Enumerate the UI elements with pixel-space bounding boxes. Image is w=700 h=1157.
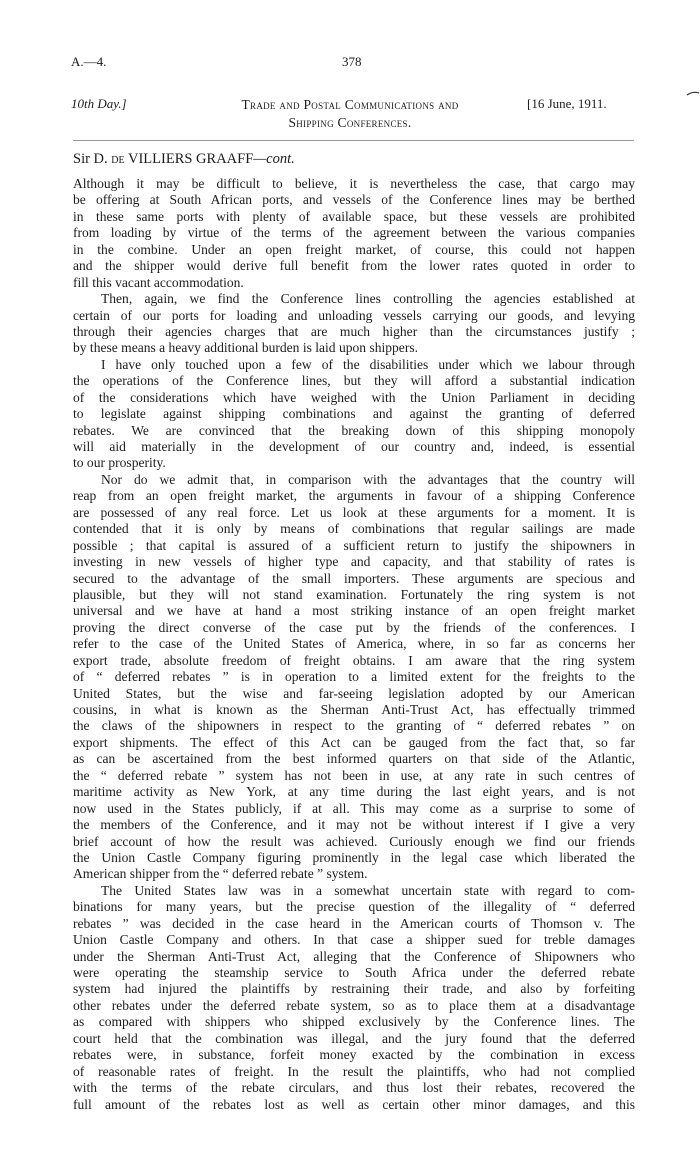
text-line: The United States law was in a somewhat uncertain state with regard to com-: [101, 882, 635, 898]
text-line: through their agencies charges that are much higher than the circumstances justify ;: [73, 323, 635, 339]
text-line: full amount of the rebates lost as well as certain other minor damages, and this: [73, 1096, 635, 1112]
text-line: rebates. We are convinced that the breaking down of this shipping monopoly: [73, 422, 635, 438]
text-line: reap from an open freight market, the arguments in favour of a shipping Conference: [73, 488, 635, 504]
text-line: export trade, absolute freedom of freight obtains. I am aware that the ring system: [73, 652, 635, 668]
text-line: Nor do we admit that, in comparison with the advantages that the country will: [101, 471, 635, 487]
text-line: system had injured the plaintiffs by restraining their trade, and also by forfeiting: [73, 981, 635, 997]
page-reference: A.—4.: [71, 54, 107, 69]
paragraph: [73, 472, 635, 883]
text-line: Although it may be difficult to believe, it is nevertheless the case, that cargo may: [73, 176, 635, 191]
text-line: maritime activity as New York, at any time during the last eight years, and is not: [73, 784, 635, 800]
paragraph: [73, 357, 635, 472]
text-line: and the shipper would derive full benefit from the lower rates quoted in order to: [73, 258, 635, 274]
text-line: universal and we have at hand a most striking instance of an open freight market: [73, 603, 635, 619]
text-line: in these same ports with plenty of available space, but these vessels are prohibited: [73, 208, 635, 224]
text-line: as can be ascertained from the best informed quarters on that side of the Atlantic,: [73, 751, 635, 767]
speaker-heading: [73, 151, 295, 168]
text-line: cousins, in what is known as the Sherman Anti-Trust Act, has effectually trimmed: [73, 702, 635, 717]
speaker-particle: de: [111, 151, 125, 167]
text-line: Then, again, we find the Conference lines controlling the agencies established at: [101, 291, 635, 307]
paragraph: [73, 291, 635, 357]
text-line: the Union Castle Company figuring prominently in the legal case which liberated the: [73, 849, 635, 865]
day-label: 10th Day.]: [71, 96, 127, 111]
text-line: I have only touched upon a few of the disabilities under which we labour through: [101, 356, 635, 372]
text-line: to our prosperity.: [73, 455, 166, 471]
text-line: proving the direct converse of the case put by the friends of the conferences. I: [73, 619, 635, 635]
speaker-suffix: —cont.: [253, 151, 295, 167]
text-line: of the considerations which have weighed with the Union Parliament in deciding: [73, 389, 635, 405]
text-line: from loading by virtue of the terms of the agreement between the various companies: [73, 225, 635, 241]
text-line: of “ deferred rebates ” is in operation to a limited extent for the freights to the: [73, 669, 635, 685]
text-line: in the combine. Under an open freight market, of course, this could not happen: [73, 241, 635, 257]
margin-mark-icon: [686, 90, 700, 98]
paragraph: [73, 883, 635, 1113]
text-line: certain of our ports for loading and unloading vessels carrying our goods, and levying: [73, 307, 635, 323]
text-line: the “ deferred rebate ” system has not been in use, at any rate in such centres of: [73, 767, 635, 783]
text-line: under the Sherman Anti-Trust Act, alleging that the Conference of Shipowners who: [73, 948, 635, 964]
text-line: possible ; that capital is assured of a sufficient return to justify the shipowners in: [73, 537, 635, 553]
text-line: to legislate against shipping combinations and against the granting of deferred: [73, 406, 635, 422]
text-line: rebates were, in substance, forfeit money exacted by the combination in excess: [73, 1047, 635, 1063]
running-title-line-1: Trade and Postal Communications and: [241, 97, 459, 112]
text-line: were operating the steamship service to South Africa under the deferred rebate: [73, 965, 635, 980]
text-line: contended that it is only by means of combinations that regular sailings are made: [73, 521, 635, 537]
body-text: [73, 176, 635, 1113]
page-number: 378: [342, 54, 362, 69]
text-line: are possessed of any real force. Let us look at these arguments for a moment. It is: [73, 504, 635, 520]
text-line: investing in new vessels of higher type and capacity, and that stability of rates is: [73, 554, 635, 570]
text-line: court held that the combination was illegal, and the jury found that the deferred: [73, 1030, 635, 1046]
running-title-line-2: Shipping Conferences.: [288, 115, 412, 130]
text-line: rebates ” was decided in the case heard in the American courts of Thomson v. The: [73, 915, 635, 931]
text-line: brief account of how the result was achieved. Curiously enough we find our friends: [73, 833, 635, 849]
text-line: the claws of the shipowners in respect to the granting of “ deferred rebates ” on: [73, 718, 635, 734]
text-line: plausible, but they will not stand examination. Fortunately the ring system is not: [73, 586, 635, 602]
text-line: as compared with shippers who shipped exclusively by the Conference lines. The: [73, 1014, 635, 1030]
text-line: other rebates under the deferred rebate system, so as to place them at a disadvantage: [73, 997, 635, 1013]
header-divider: [73, 140, 634, 141]
paragraph: [73, 176, 635, 291]
text-line: American shipper from the “ deferred rebate ” system.: [73, 866, 368, 882]
speaker-prefix: Sir D.: [73, 151, 108, 167]
text-line: will aid materially in the development of our country and, indeed, is essential: [73, 439, 635, 454]
text-line: with the terms of the rebate circulars, and thus lost their rebates, recovered the: [73, 1080, 635, 1096]
speaker-name: VILLIERS GRAAFF: [128, 151, 254, 167]
text-line: by these means a heavy additional burden is laid upon shippers.: [73, 340, 418, 356]
text-line: export shipments. The effect of this Act can be gauged from the fact that, so far: [73, 734, 635, 750]
text-line: the operations of the Conference lines, but they will afford a substantial indication: [73, 373, 635, 389]
text-line: refer to the case of the United States of America, where, in so far as concerns her: [73, 636, 635, 652]
text-line: the members of the Conference, and it may not be without interest if I give a very: [73, 817, 635, 833]
text-line: Union Castle Company and others. In that case a shipper sued for treble damages: [73, 932, 635, 948]
text-line: fill this vacant accommodation.: [73, 274, 244, 290]
text-line: United States, but the wise and far-seeing legislation adopted by our American: [73, 685, 635, 701]
text-line: binations for many years, but the precise question of the illegality of “ deferred: [73, 899, 635, 915]
text-line: secured to the advantage of the small importers. These arguments are specious and: [73, 570, 635, 586]
text-line: now used in the States publicly, if at all. This may come as a surprise to some of: [73, 800, 635, 816]
date-label: [16 June, 1911.: [527, 96, 607, 111]
text-line: of reasonable rates of freight. In the result the plaintiffs, who had not complied: [73, 1063, 635, 1079]
text-line: be offering at South African ports, and vessels of the Conference lines may be berthed: [73, 192, 635, 208]
